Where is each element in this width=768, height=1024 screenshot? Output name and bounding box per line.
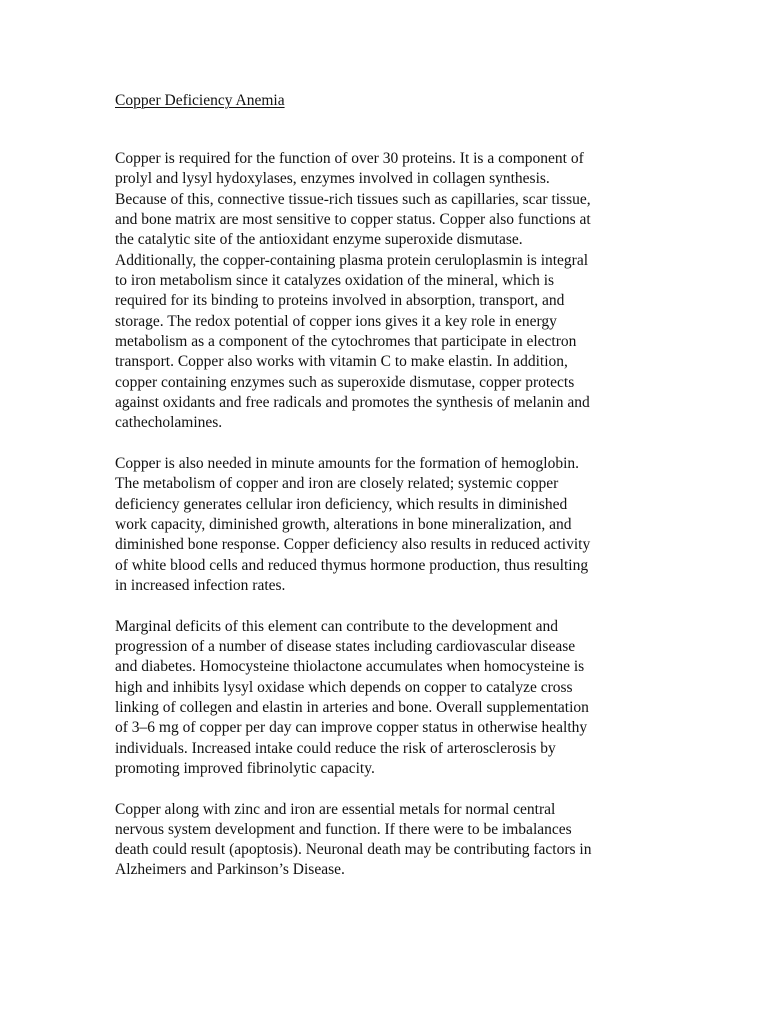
text-line: storage. The redox potential of copper ions gives it a key role in energy [115, 312, 557, 330]
paragraph-2 [115, 454, 663, 596]
text-line: high and inhibits lysyl oxidase which depends on copper to catalyze cross [115, 678, 573, 696]
text-line: work capacity, diminished growth, alterations in bone mineralization, and [115, 515, 572, 533]
text-line: The metabolism of copper and iron are closely related; systemic copper [115, 475, 559, 493]
text-line: in increased infection rates. [115, 576, 286, 594]
text-line: deficiency generates cellular iron deficiency, which results in diminished [115, 495, 568, 513]
text-line: Marginal deficits of this element can contribute to the development and [115, 617, 559, 635]
text-line: Copper is required for the function of over 30 proteins. It is a component of [115, 150, 584, 167]
text-line: death could result (apoptosis). Neuronal death may be contributing factors in [115, 841, 592, 859]
text-line: nervous system development and function. If there were to be imbalances [115, 820, 572, 838]
text-line: transport. Copper also works with vitamin C to make elastin. In addition, [115, 353, 568, 371]
text-line: of white blood cells and reduced thymus hormone production, thus resulting [115, 556, 589, 574]
text-line: and diabetes. Homocysteine thiolactone accumulates when homocysteine is [115, 658, 585, 676]
paragraph-1 [115, 149, 663, 434]
paragraph-3 [115, 617, 663, 780]
text-line: promoting improved fibrinolytic capacity. [115, 759, 375, 777]
text-line: copper containing enzymes such as superoxide dismutase, copper protects [115, 373, 575, 391]
paragraph-4 [115, 800, 663, 881]
text-line: diminished bone response. Copper deficiency also results in reduced activity [115, 536, 591, 554]
text-line: of 3–6 mg of copper per day can improve copper status in otherwise healthy [115, 719, 588, 737]
text-line: to iron metabolism since it catalyzes oxidation of the mineral, which is [115, 271, 555, 289]
text-line: metabolism as a component of the cytochromes that participate in electron [115, 332, 577, 350]
text-line: prolyl and lysyl hydoxylases, enzymes involved in collagen synthesis. [115, 170, 550, 188]
text-line: and bone matrix are most sensitive to copper status. Copper also functions at [115, 210, 591, 228]
text-line: cathecholamines. [115, 414, 223, 432]
text-line: individuals. Increased intake could reduce the risk of arterosclerosis by [115, 739, 556, 757]
text-line: Copper along with zinc and iron are essential metals for normal central [115, 800, 556, 818]
text-line: Additionally, the copper-containing plasma protein ceruloplasmin is integral [115, 251, 589, 269]
text-line: the catalytic site of the antioxidant enzyme superoxide dismutase. [115, 231, 523, 249]
text-line: Copper is also needed in minute amounts for the formation of hemoglobin. [115, 454, 580, 472]
text-line: Because of this, connective tissue-rich tissues such as capillaries, scar tissue, [115, 190, 591, 208]
text-line: Alzheimers and Parkinson’s Disease. [115, 861, 345, 879]
document-title: Copper Deficiency Anemia [115, 92, 285, 109]
text-line: linking of collegen and elastin in arteries and bone. Overall supplementation [115, 698, 589, 716]
text-line: against oxidants and free radicals and promotes the synthesis of melanin and [115, 393, 590, 411]
text-line: required for its binding to proteins involved in absorption, transport, and [115, 292, 565, 310]
document-body [115, 149, 663, 901]
text-line: progression of a number of disease states including cardiovascular disease [115, 637, 576, 655]
